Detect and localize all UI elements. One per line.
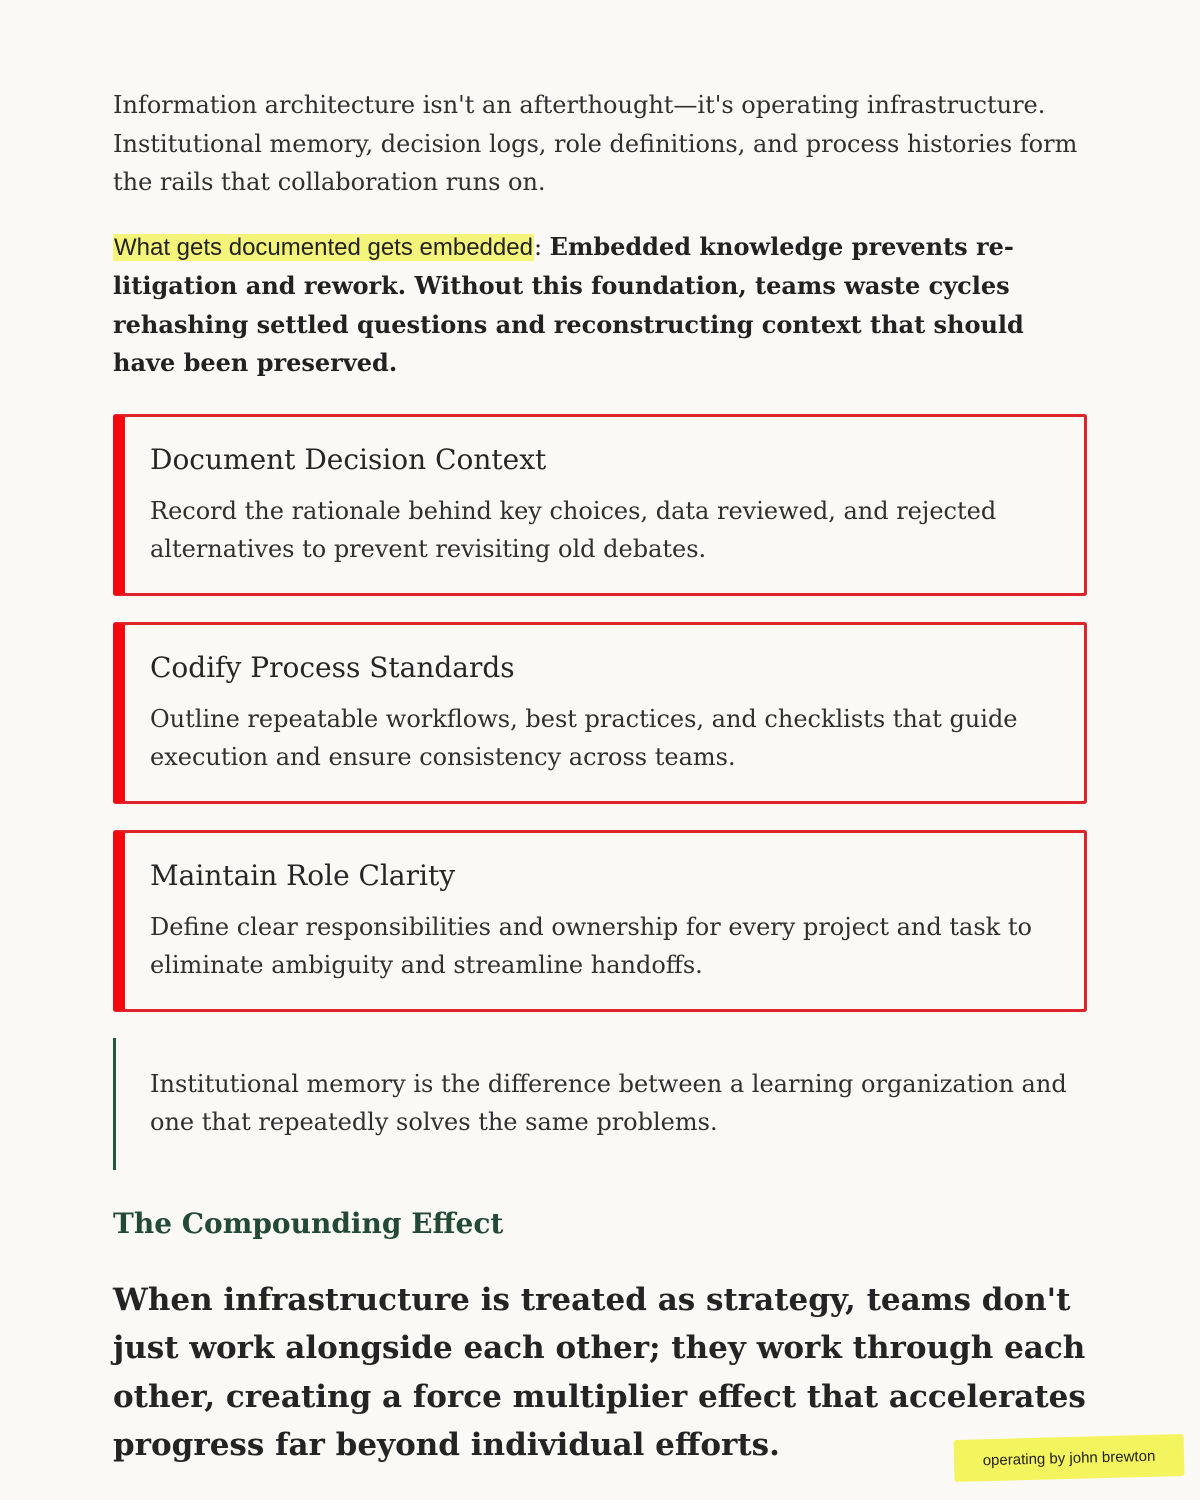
quote-text: Institutional memory is the difference between a learning organization and one that repeatedly solves the same problems. <box>150 1069 1067 1136</box>
highlight-colon: : <box>533 232 550 261</box>
section-heading: The Compounding Effect <box>113 1206 504 1240</box>
card-title: Maintain Role Clarity <box>150 858 456 892</box>
card-title: Document Decision Context <box>150 442 547 476</box>
card-codify-process-standards <box>113 622 1087 804</box>
conclusion-paragraph: When infrastructure is treated as strategy, teams don't just work alongside each other; they work through each other, creating a force multiplier effect that accelerates progress far beyond individual efforts. <box>113 1281 1086 1463</box>
card-maintain-role-clarity <box>113 830 1087 1012</box>
blockquote <box>113 1038 1090 1170</box>
card-body: Record the rationale behind key choices, data reviewed, and rejected alternatives to prevent revisiting old debates. <box>150 496 997 563</box>
card-body: Define clear responsibilities and ownership for every project and task to eliminate ambiguity and streamline handoffs. <box>150 912 1032 979</box>
card-body: Outline repeatable workflows, best practices, and checklists that guide execution and ensure consistency across teams. <box>150 704 1018 771</box>
key-insight-bold-text: Embedded knowledge prevents re-litigation and rework. Without this foundation, teams waste cycles rehashing settled questions and reconstructing context that should have been preserved. <box>113 231 1024 377</box>
intro-paragraph: Information architecture isn't an afterthought—it's operating infrastructure. Institutional memory, decision logs, role definitions, and process histories form the rails that collaboration runs on. <box>113 91 1078 196</box>
card-document-decision-context <box>113 414 1087 596</box>
article-content <box>113 86 1087 1470</box>
author-credit-text: operating by john brewton <box>982 1447 1156 1469</box>
practice-cards <box>113 414 1087 1012</box>
author-credit-badge <box>953 1434 1184 1482</box>
key-insight-paragraph <box>113 228 1087 383</box>
card-title: Codify Process Standards <box>150 650 515 684</box>
highlighted-phrase: What gets documented gets embedded <box>114 233 533 261</box>
